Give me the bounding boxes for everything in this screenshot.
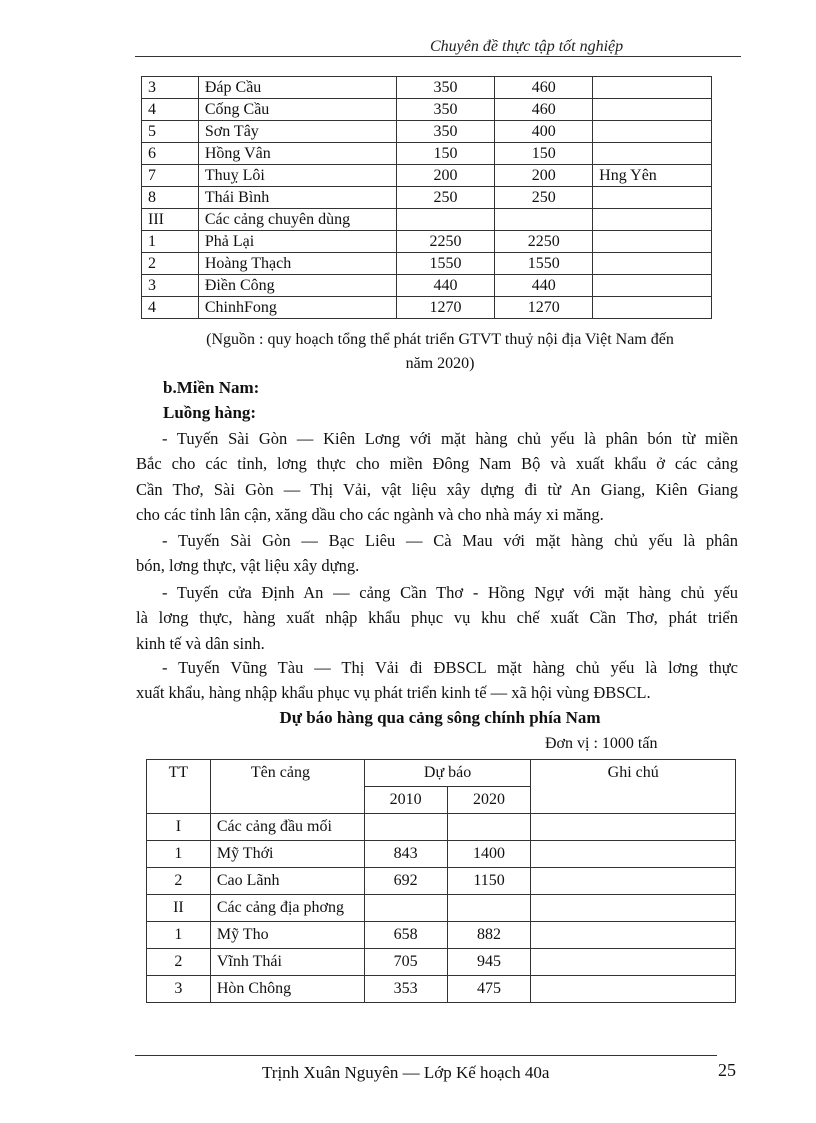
table-cell	[531, 868, 736, 895]
table-cell: 460	[495, 99, 593, 121]
table-cell: 200	[495, 165, 593, 187]
table-cell: Vĩnh Thái	[210, 949, 364, 976]
table-cell: 440	[396, 275, 495, 297]
table-cell	[531, 841, 736, 868]
table-cell: ChinhFong	[198, 297, 396, 319]
paragraph-line: Bắc cho các tỉnh, lơng thực cho miền Đông Nam Bộ và xuất khẩu ở các cảng	[136, 454, 738, 474]
table-cell: 350	[396, 77, 495, 99]
table-cell: 1	[147, 922, 211, 949]
table-cell: Hòn Chông	[210, 976, 364, 1003]
table-row	[142, 77, 712, 99]
table-cell: Các cảng địa phơng	[210, 895, 364, 922]
paragraph-line: bón, lơng thực, vật liệu xây dựng.	[136, 556, 360, 576]
table-cell	[364, 895, 447, 922]
paragraph-1	[136, 426, 738, 528]
table-cell: 882	[447, 922, 531, 949]
table-cell	[531, 814, 736, 841]
table-cell: 1550	[495, 253, 593, 275]
ports-table-north	[141, 76, 712, 319]
col-header-2010: 2010	[364, 787, 447, 814]
table-cell: Đáp Cầu	[198, 77, 396, 99]
table-row	[147, 868, 736, 895]
unit-label: Đơn vị : 1000 tấn	[545, 735, 658, 752]
table-cell	[593, 253, 712, 275]
table-cell: Mỹ Tho	[210, 922, 364, 949]
table-cell	[593, 297, 712, 319]
table-cell: 945	[447, 949, 531, 976]
paragraph-line: xuất khẩu, hàng nhập khẩu phục vụ phát triển kinh tế — xã hội vùng ĐBSCL.	[136, 683, 651, 703]
table-cell: 250	[396, 187, 495, 209]
table-cell: 705	[364, 949, 447, 976]
table-cell: 1400	[447, 841, 531, 868]
table-cell	[531, 895, 736, 922]
table-cell	[531, 976, 736, 1003]
table-cell: 1150	[447, 868, 531, 895]
paragraph-line: cho các tỉnh lân cận, xăng dầu cho các ngành và cho nhà máy xi măng.	[136, 505, 604, 525]
table-cell	[495, 209, 593, 231]
table-cell: 658	[364, 922, 447, 949]
table-cell: 475	[447, 976, 531, 1003]
col-header-2020: 2020	[447, 787, 531, 814]
table-cell: 3	[142, 275, 199, 297]
table-cell: 353	[364, 976, 447, 1003]
table-cell: 3	[147, 976, 211, 1003]
paragraph-line: là lơng thực, hàng xuất nhập khẩu phục vụ khu chế xuất Cần Thơ, phát triển	[136, 608, 738, 628]
table-cell	[593, 77, 712, 99]
table-cell: 5	[142, 121, 199, 143]
table-cell	[396, 209, 495, 231]
table-cell	[593, 99, 712, 121]
col-header-note: Ghi chú	[531, 760, 736, 814]
section-subheading: Luồng hàng:	[163, 403, 257, 422]
table-cell: 400	[495, 121, 593, 143]
table-cell: 1	[142, 231, 199, 253]
table-row	[142, 253, 712, 275]
table-cell	[593, 143, 712, 165]
table-row	[147, 976, 736, 1003]
table-cell: Mỹ Thới	[210, 841, 364, 868]
table-cell: Hng Yên	[593, 165, 712, 187]
table-cell: 250	[495, 187, 593, 209]
table-cell: Phả Lại	[198, 231, 396, 253]
ports-forecast-table-south	[146, 759, 736, 1003]
table-cell: 350	[396, 121, 495, 143]
table-cell: 200	[396, 165, 495, 187]
table-row	[142, 143, 712, 165]
col-header-name: Tên cảng	[210, 760, 364, 814]
table-cell	[593, 231, 712, 253]
table-cell: 350	[396, 99, 495, 121]
table-row	[147, 841, 736, 868]
table-cell: II	[147, 895, 211, 922]
source-line-1: (Nguồn : quy hoạch tổng thể phát triển GTVT thuỷ nội địa Việt Nam đến	[206, 331, 674, 348]
paragraph-line: - Tuyến Vũng Tàu — Thị Vải đi ĐBSCL mặt hàng chủ yếu là lơng thực	[162, 658, 738, 677]
table-title: Dự báo hàng qua cảng sông chính phía Nam	[279, 708, 601, 727]
paragraph-line: Cần Thơ, Sài Gòn — Thị Vải, vật liệu xây dựng đi từ An Giang, Kiên Giang	[136, 479, 738, 499]
table-cell: 460	[495, 77, 593, 99]
table-cell	[593, 121, 712, 143]
col-header-forecast: Dự báo	[364, 760, 531, 787]
table-cell: Thuỵ Lôi	[198, 165, 396, 187]
col-header-tt: TT	[147, 760, 211, 814]
table-row	[147, 814, 736, 841]
table-cell	[593, 275, 712, 297]
table-cell	[593, 209, 712, 231]
footer-author: Trịnh Xuân Nguyên — Lớp Kế hoạch 40a	[262, 1063, 550, 1082]
table-cell: 7	[142, 165, 199, 187]
paragraph-line: kinh tế và dân sinh.	[136, 633, 265, 653]
table-cell	[593, 187, 712, 209]
table-cell: 1270	[495, 297, 593, 319]
table-cell: Điền Công	[198, 275, 396, 297]
table-row	[142, 165, 712, 187]
table-row	[142, 209, 712, 231]
table-cell: 2250	[396, 231, 495, 253]
table-cell: 4	[142, 99, 199, 121]
table-cell: Hoàng Thạch	[198, 253, 396, 275]
footer-divider	[135, 1055, 717, 1056]
table-cell: 843	[364, 841, 447, 868]
table-cell: 2250	[495, 231, 593, 253]
table-cell: 1550	[396, 253, 495, 275]
table-cell: 6	[142, 143, 199, 165]
table-cell: 2	[147, 868, 211, 895]
section-heading: b.Miền Nam:	[163, 378, 260, 397]
paragraph-3	[136, 580, 738, 656]
table-cell: 2	[147, 949, 211, 976]
table-cell: Các cảng chuyên dùng	[198, 209, 396, 231]
table-cell: 8	[142, 187, 199, 209]
table-cell	[531, 949, 736, 976]
table-cell: 150	[495, 143, 593, 165]
table-cell: Cao Lãnh	[210, 868, 364, 895]
table-cell: 440	[495, 275, 593, 297]
table-row	[147, 922, 736, 949]
table-cell: 1270	[396, 297, 495, 319]
table-cell: Cống Cầu	[198, 99, 396, 121]
table-cell	[364, 814, 447, 841]
table-cell: 3	[142, 77, 199, 99]
table-cell: 692	[364, 868, 447, 895]
table-row	[142, 121, 712, 143]
table-cell: 150	[396, 143, 495, 165]
table-cell: Sơn Tây	[198, 121, 396, 143]
source-line-2: năm 2020)	[405, 355, 475, 372]
table-cell: Hồng Vân	[198, 143, 396, 165]
table-cell: 1	[147, 841, 211, 868]
table-row	[142, 231, 712, 253]
paragraph-line: - Tuyến cửa Định An — cảng Cần Thơ - Hồng Ngự với mặt hàng chủ yếu	[162, 583, 738, 602]
table-cell: I	[147, 814, 211, 841]
running-header: Chuyên đề thực tập tốt nghiệp	[430, 38, 624, 55]
header-divider	[135, 56, 741, 57]
paragraph-line: - Tuyến Sài Gòn — Kiên Lơng với mặt hàng chủ yếu là phân bón từ miền	[162, 429, 738, 448]
table-row	[142, 275, 712, 297]
table-cell: III	[142, 209, 199, 231]
table-row	[142, 99, 712, 121]
page-number: 25	[718, 1060, 736, 1080]
table-cell: 4	[142, 297, 199, 319]
table-row	[147, 895, 736, 922]
table-cell: 2	[142, 253, 199, 275]
table-row	[142, 297, 712, 319]
table-row	[147, 949, 736, 976]
table-row	[142, 187, 712, 209]
paragraph-2	[136, 528, 738, 579]
table-cell	[447, 895, 531, 922]
source-note	[150, 328, 730, 376]
table-cell	[531, 922, 736, 949]
paragraph-4	[136, 655, 738, 706]
table-cell: Thái Bình	[198, 187, 396, 209]
table-cell: Các cảng đầu mối	[210, 814, 364, 841]
paragraph-line: - Tuyến Sài Gòn — Bạc Liêu — Cà Mau với mặt hàng chủ yếu là phân	[162, 531, 738, 550]
table-cell	[447, 814, 531, 841]
